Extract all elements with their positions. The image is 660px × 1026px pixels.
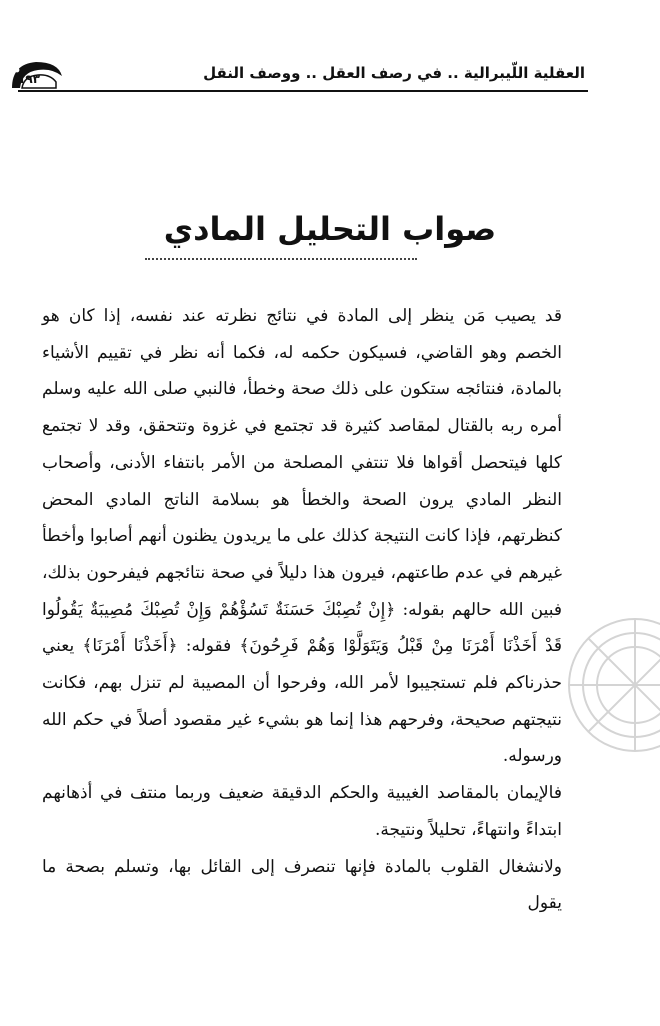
title-dotted-rule bbox=[145, 258, 417, 260]
paragraph: قد يصيب مَن ينظر إلى المادة في نتائج نظرته عند نفسه، إذا كان هو الخصم وهو القاضي، فسيكون حكمه له، فكما أنه نظر في تقييم الأشياء بالمادة، فنتائجه ستكون على ذلك صحة وخطأ، فالنبي صلى الله عليه وسلم أمره ربه بالقتال لمقاصد كثيرة قد تجتمع في غزوة وتتحقق، وقد لا تجتمع كلها فيتحصل أقواها فلا تنتفي المصلحة من الأمر بانتفاء الأدنى، وأصحاب النظر المادي يرون الصحة والخطأ هو بسلامة الناتج المادي المحض كنظرتهم، فإذا كانت النتيجة كذلك على ما يريدون يظنون أنهم أصابوا وأخطأ غيرهم في عدم طاعتهم، فيرون هذا دليلاً في صحة نتائجهم فيفرحون بذلك، فبين الله حالهم بقوله: ﴿إِنْ تُصِبْكَ حَسَنَةٌ تَسُؤْهُمْ وَإِنْ تُصِبْكَ مُصِيبَةٌ يَقُولُوا قَدْ أَخَذْنَا أَمْرَنَا مِنْ قَبْلُ وَيَتَوَلَّوْا وَهُمْ فَرِحُونَ﴾ فقوله: ﴿أَخَذْنَا أَمْرَنَا﴾ يعني حذرناكم فلم تستجيبوا لأمر الله، وفرحوا أن المصيبة لم تنزل بهم، فكانت نتيجتهم صحيحة، وفرحهم هذا إنما هو بشيء غير مقصود أصلاً في حكم الله ورسوله. bbox=[42, 306, 562, 767]
watermark-ornament-icon bbox=[560, 610, 660, 760]
page-number: ١٩٣ bbox=[18, 72, 40, 86]
header-rule bbox=[18, 90, 588, 92]
page-header bbox=[0, 56, 660, 96]
running-title: العقلية اللّيبرالية .. في رصف العقل .. ووصف النقل bbox=[203, 64, 585, 82]
body-text bbox=[42, 298, 562, 922]
paragraph: فالإيمان بالمقاصد الغيبية والحكم الدقيقة ضعيف وربما منتف في أذهانهم ابتداءً وانتهاءً، تحليلاً ونتيجة. bbox=[42, 783, 562, 840]
chapter-title: صواب التحليل المادي bbox=[163, 210, 497, 248]
paragraph: ولانشغال القلوب بالمادة فإنها تنصرف إلى القائل بها، وتسلم بصحة ما يقول bbox=[42, 856, 562, 914]
